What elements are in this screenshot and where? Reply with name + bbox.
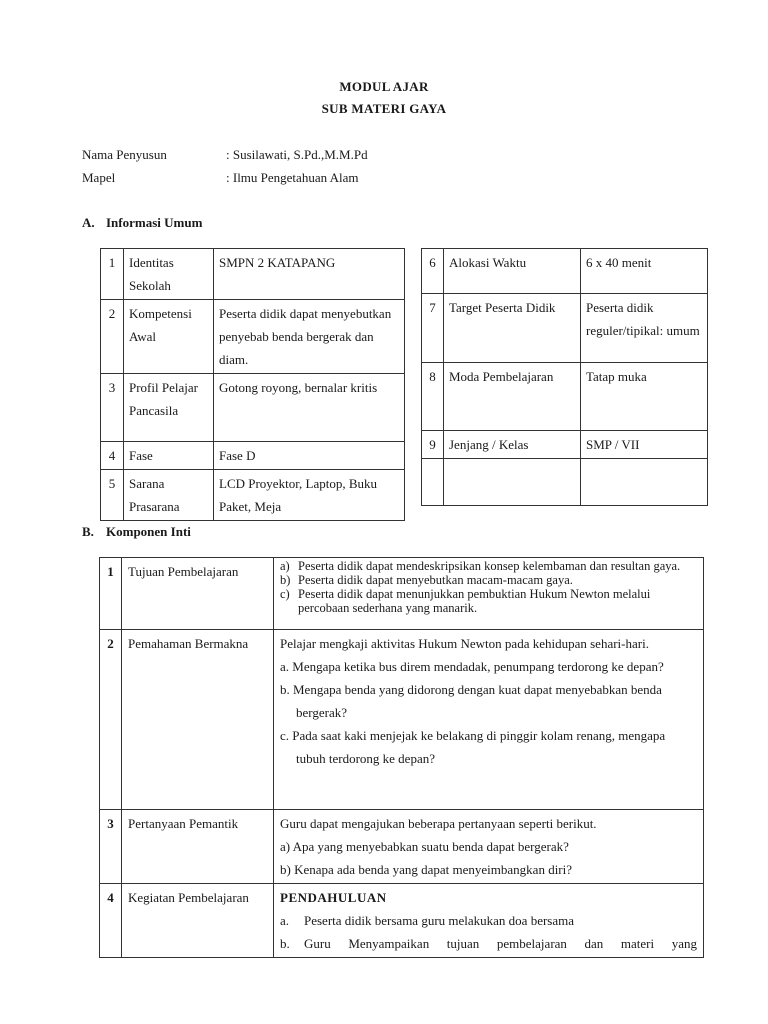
meta-value: : Ilmu Pengetahuan Alam [226,170,359,185]
table-row [422,249,708,294]
row-label: Alokasi Waktu [444,249,581,294]
row-value [581,459,708,506]
table-row-pertanyaan [100,810,704,884]
row-number: 6 [422,249,444,294]
row-number: 4 [101,442,124,470]
objectives-cell [274,558,704,630]
row-label [444,459,581,506]
understanding-intro: Pelajar mengkaji aktivitas Hukum Newton pada kehidupan sehari-hari. [280,636,649,651]
row-number [422,459,444,506]
list-item [280,559,697,573]
list-marker: b) [280,573,291,587]
row-value: Peserta didik reguler/tipikal: umum [581,294,708,363]
row-number: 3 [101,374,124,442]
table-row-kegiatan [100,884,704,958]
section-letter: B. [82,524,94,539]
list-item [280,587,697,615]
row-number: 5 [101,470,124,521]
list-marker: a. [280,913,290,928]
row-label: Target Peserta Didik [444,294,581,363]
row-label: Pemahaman Bermakna [122,630,274,810]
list-item [280,573,697,587]
meta-label: Mapel [82,170,116,185]
table-row [101,442,405,470]
list-text: Peserta didik dapat menyebutkan macam-macam gaya. [298,573,573,587]
question-item: b. Mengapa benda yang didorong dengan kuat dapat menyebabkan benda bergerak? [280,682,662,720]
section-heading-b [82,524,191,540]
table-row [101,374,405,442]
trigger-intro: Guru dapat mengajukan beberapa pertanyaan seperti berikut. [280,816,597,831]
meta-label: Nama Penyusun [82,147,167,162]
objectives-list [280,559,697,615]
list-marker: a) [280,559,290,573]
section-title: Informasi Umum [106,215,203,230]
row-label: Sarana Prasarana [124,470,214,521]
section-letter: A. [82,215,95,230]
understanding-cell [274,630,704,810]
row-number: 2 [100,630,122,810]
info-table-left [100,248,405,521]
row-label: Tujuan Pembelajaran [122,558,274,630]
row-label: Pertanyaan Pemantik [122,810,274,884]
list-text: Peserta didik dapat mendeskripsikan konsep kelembaman dan resultan gaya. [298,559,681,573]
section-title: Komponen Inti [106,524,191,539]
row-value: LCD Proyektor, Laptop, Buku Paket, Meja [214,470,405,521]
table-row [422,363,708,431]
row-label: Profil Pelajar Pancasila [124,374,214,442]
row-value: Tatap muka [581,363,708,431]
meta-value: : Susilawati, S.Pd.,M.M.Pd [226,147,368,162]
question-item: a. Mengapa ketika bus direm mendadak, penumpang terdorong ke depan? [280,659,664,674]
row-number: 3 [100,810,122,884]
question-item: b) Kenapa ada benda yang dapat menyeimbangkan diri? [280,862,573,877]
row-value: Peserta didik dapat menyebutkan penyebab benda bergerak dan diam. [214,300,405,374]
list-text: Peserta didik dapat menunjukkan pembuktian Hukum Newton melalui percobaan sederhana yang manarik. [298,587,651,615]
question-item: a) Apa yang menyebabkan suatu benda dapat bergerak? [280,839,569,854]
list-marker: b. [280,936,290,951]
table-row [101,470,405,521]
list-text: Guru Menyampaikan tujuan pembelajaran dan materi yang [304,936,697,951]
document-title: MODUL AJAR [339,79,429,94]
activities-cell [274,884,704,958]
table-row [101,249,405,300]
row-label: Kompetensi Awal [124,300,214,374]
row-number: 1 [100,558,122,630]
activity-item [280,932,697,955]
section-heading-a [82,215,202,231]
table-row [422,459,708,506]
table-row [422,294,708,363]
row-number: 4 [100,884,122,958]
row-value: Fase D [214,442,405,470]
table-row [101,300,405,374]
document-subtitle: SUB MATERI GAYA [321,101,447,116]
row-label: Kegiatan Pembelajaran [122,884,274,958]
row-label: Moda Pembelajaran [444,363,581,431]
info-table-right [421,248,708,506]
activities-heading: PENDAHULUAN [280,890,387,905]
row-value: Gotong royong, bernalar kritis [214,374,405,442]
core-components-table [99,557,704,958]
row-number: 8 [422,363,444,431]
row-number: 1 [101,249,124,300]
list-marker: c) [280,587,290,601]
row-label: Jenjang / Kelas [444,431,581,459]
activity-item [280,909,697,932]
question-item: c. Pada saat kaki menjejak ke belakang di pinggir kolam renang, mengapa tubuh terdorong ke depan? [280,728,666,766]
row-number: 9 [422,431,444,459]
row-label: Fase [124,442,214,470]
row-number: 7 [422,294,444,363]
trigger-questions-cell [274,810,704,884]
list-text: Peserta didik bersama guru melakukan doa bersama [304,913,575,928]
table-row [422,431,708,459]
row-value: SMP / VII [581,431,708,459]
row-label: Identitas Sekolah [124,249,214,300]
table-row-pemahaman [100,630,704,810]
row-number: 2 [101,300,124,374]
table-row-tujuan [100,558,704,630]
row-value: SMPN 2 KATAPANG [214,249,405,300]
row-value: 6 x 40 menit [581,249,708,294]
